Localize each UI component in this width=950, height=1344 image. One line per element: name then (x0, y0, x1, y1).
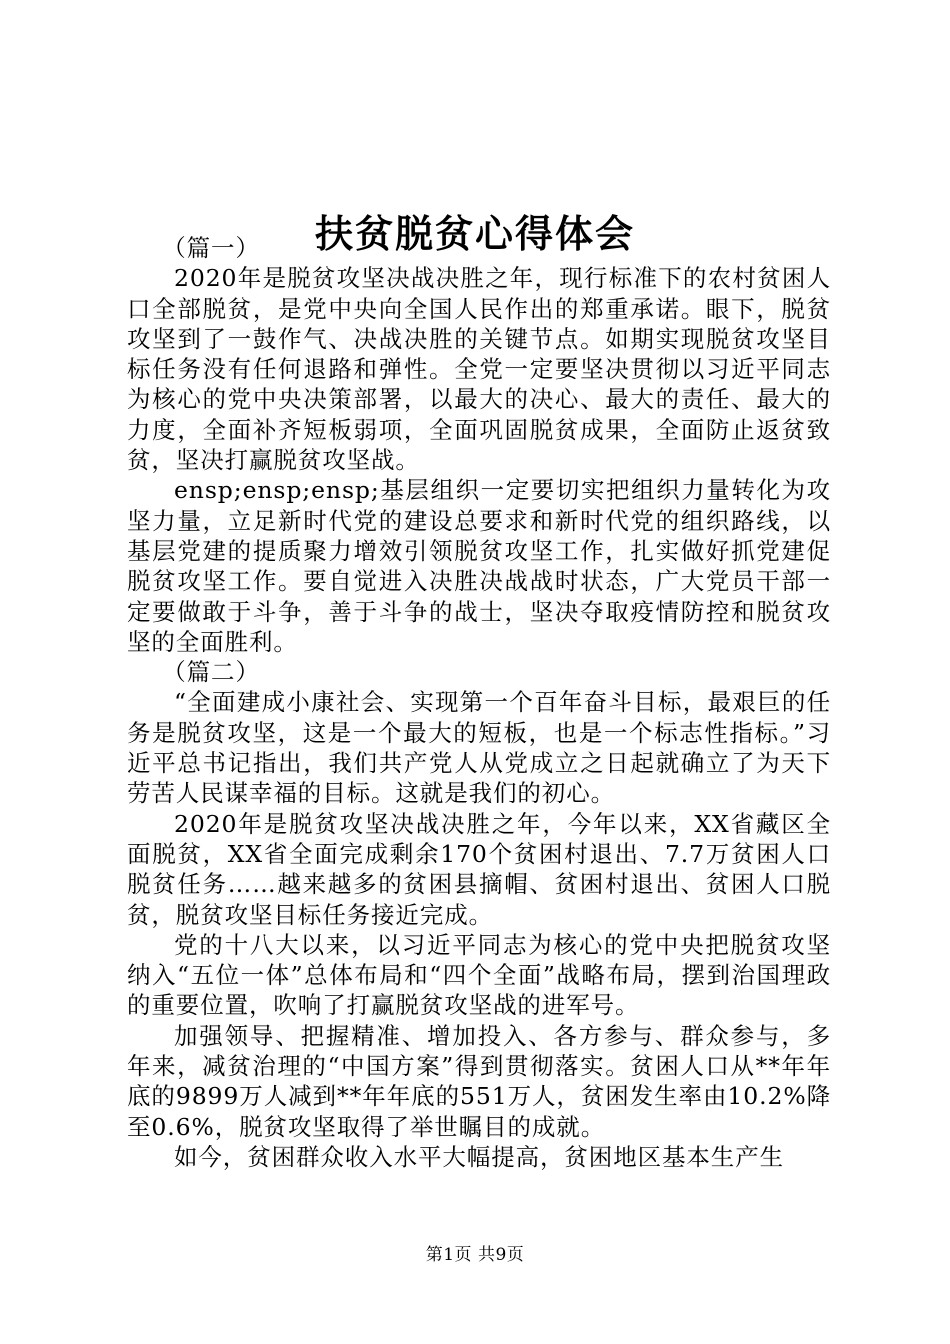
document-title: 扶贫脱贫心得体会 (314, 212, 635, 257)
page-number-footer: 第1页 共9页 (425, 1245, 525, 1265)
document-body (127, 233, 831, 1172)
paragraph: 2020年是脱贫攻坚决战决胜之年，现行标准下的农村贫困人口全部脱贫，是党中央向全国人民作出的郑重承诺。眼下，脱贫攻坚到了一鼓作气、决战决胜的关键节点。如期实现脱贫攻坚目标任务没有任何退路和弹性。全党一定要坚决贯彻以习近平同志为核心的党中央决策部署，以最大的决心、最大的责任、最大的力度，全面补齐短板弱项，全面巩固脱贫成果，全面防止返贫致贫，坚决打赢脱贫攻坚战。 (127, 264, 831, 475)
paragraph: ensp;ensp;ensp;基层组织一定要切实把组织力量转化为攻坚力量，立足新时代党的建设总要求和新时代党的组织路线，以基层党建的提质聚力增效引领脱贫攻坚工作，扎实做好抓党建促脱贫攻坚工作。要自觉进入决胜决战战时状态，广大党员干部一定要做敢于斗争，善于斗争的战士，坚决夺取疫情防控和脱贫攻坚的全面胜利。 (127, 476, 831, 656)
paragraph: 加强领导、把握精准、增加投入、各方参与、群众参与，多年来，减贫治理的“中国方案”得到贯彻落实。贫困人口从**年年底的9899万人减到**年年底的551万人，贫困发生率由10.2%降至0.6%，脱贫攻坚取得了举世瞩目的成就。 (127, 1021, 831, 1141)
paragraph: 2020年是脱贫攻坚决战决胜之年，今年以来，XX省藏区全面脱贫，XX省全面完成剩余170个贫困村退出、7.7万贫困人口脱贫任务……越来越多的贫困县摘帽、贫困村退出、贫困人口脱贫，脱贫攻坚目标任务接近完成。 (127, 809, 831, 929)
paragraph: 党的十八大以来，以习近平同志为核心的党中央把脱贫攻坚纳入“五位一体”总体布局和“四个全面”战略布局，摆到治国理政的重要位置，吹响了打赢脱贫攻坚战的进军号。 (127, 930, 831, 1020)
section-label-2: （篇二） (162, 658, 260, 687)
section-label-1: （篇一） (162, 234, 260, 262)
paragraph: 如今，贫困群众收入水平大幅提高，贫困地区基本生产生 (174, 1142, 784, 1171)
paragraph: “全面建成小康社会、实现第一个百年奋斗目标，最艰巨的任务是脱贫攻坚，这是一个最大的短板，也是一个标志性指标。”习近平总书记指出，我们共产党人从党成立之日起就确立了为天下劳苦人民谋幸福的目标。这就是我们的初心。 (127, 688, 831, 808)
